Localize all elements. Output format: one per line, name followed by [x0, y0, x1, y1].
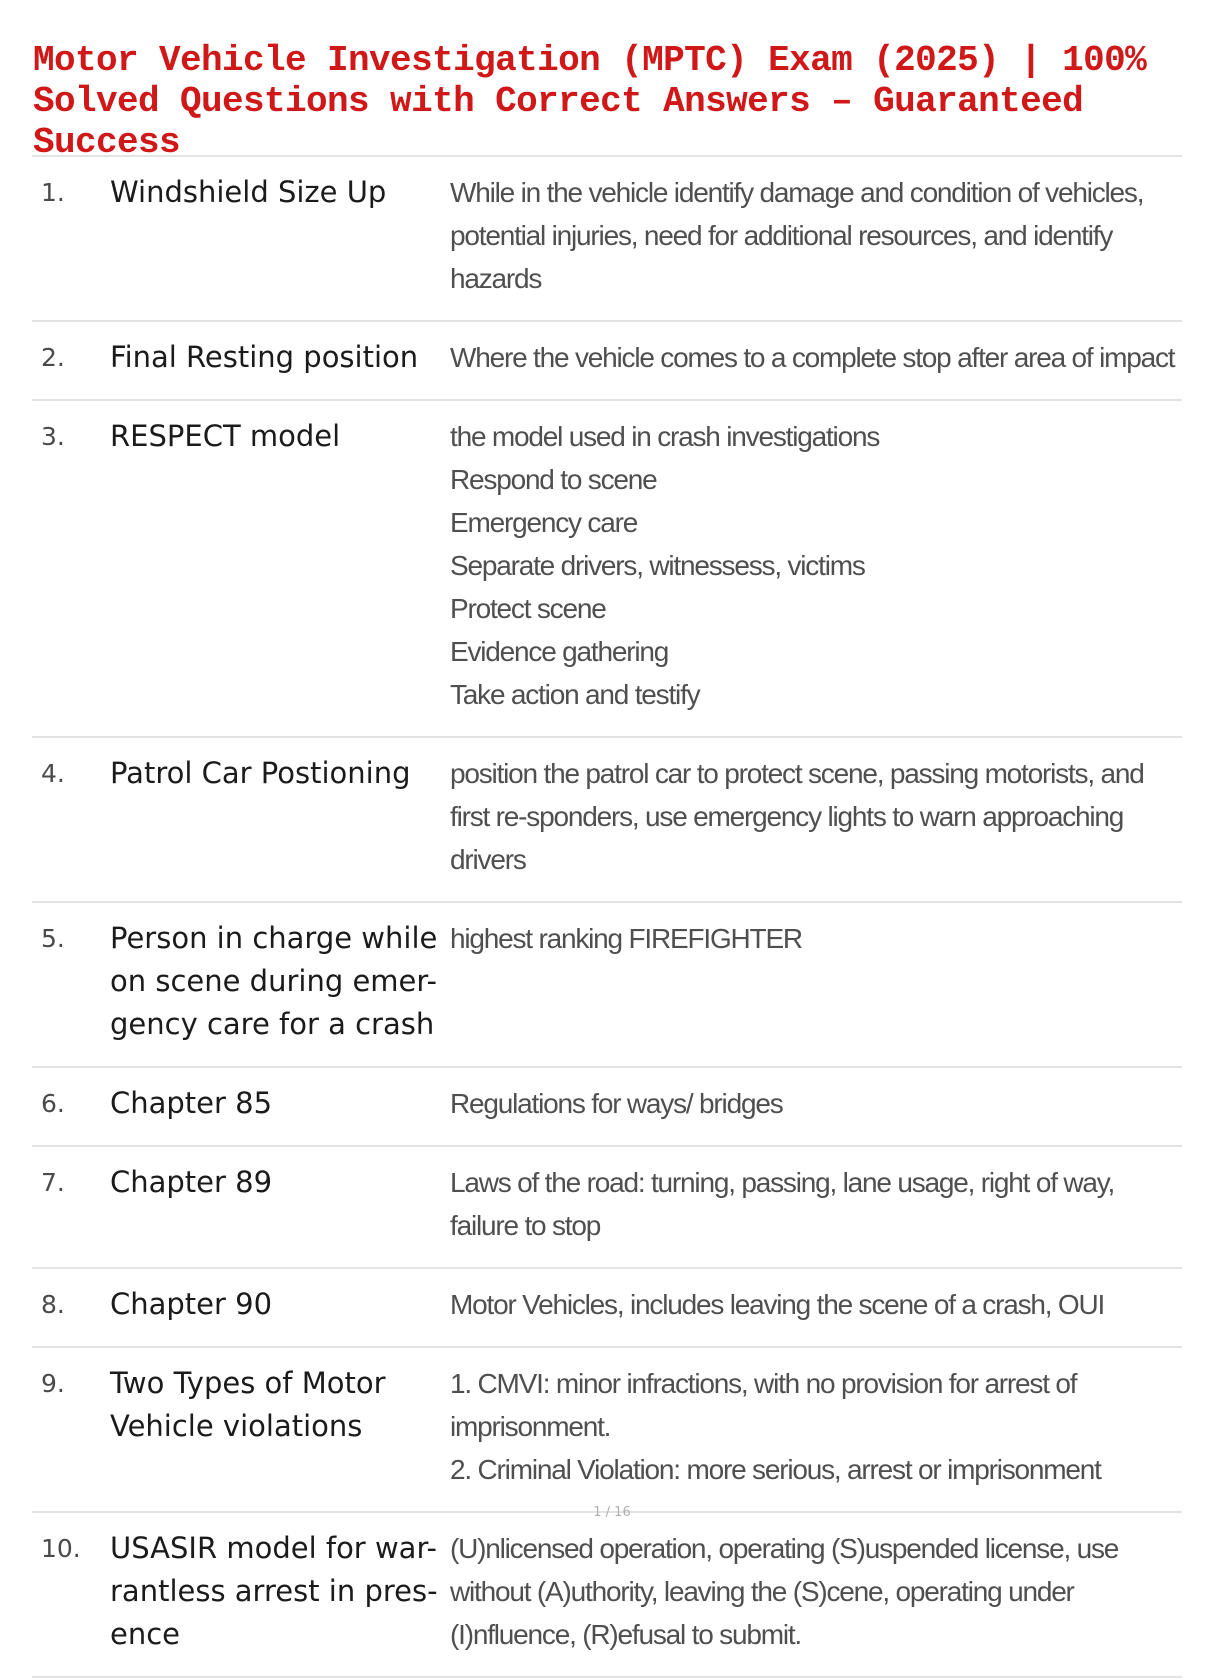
qa-row	[32, 903, 1182, 1068]
definition-line: Motor Vehicles, includes leaving the scene of a crash, OUI	[450, 1289, 1105, 1320]
question-term: Chapter 85	[110, 1086, 273, 1120]
answer-definition	[450, 336, 1182, 379]
question-number: 2.	[41, 343, 65, 372]
definition-line: Respond to scene	[450, 464, 657, 495]
question-number: 4.	[41, 759, 65, 788]
definition-line: Evidence gathering	[450, 636, 669, 667]
question-number: 8.	[41, 1290, 65, 1319]
definition-line: (U)nlicensed operation, operating (S)uspended license, use without (A)uthority, leaving the (S)cene, operating under (I)nfluence, (R)efusal to submit.	[450, 1533, 1119, 1650]
definition-line: Where the vehicle comes to a complete stop after area of impact	[450, 342, 1175, 373]
definition-line: Regulations for ways/ bridges	[450, 1088, 783, 1119]
question-term: Patrol Car Postioning	[110, 756, 411, 790]
question-term: Two Types of Motor Vehicle violations	[110, 1366, 386, 1443]
page-title: Motor Vehicle Investigation (MPTC) Exam (2025) | 100% Solved Questions with Correct Answers – Guaranteed Success	[33, 40, 1147, 163]
definition-line: Protect scene	[450, 593, 606, 624]
question-list	[32, 155, 1182, 1678]
answer-definition	[450, 1362, 1182, 1491]
qa-row	[32, 1068, 1182, 1147]
definition-line: Separate drivers, witnessess, victims	[450, 550, 865, 581]
definition-line: Laws of the road: turning, passing, lane usage, right of way, failure to stop	[450, 1167, 1115, 1241]
question-number: 1.	[41, 178, 65, 207]
answer-definition	[450, 917, 1182, 960]
question-term: Final Resting position	[110, 340, 419, 374]
answer-definition	[450, 1527, 1182, 1656]
definition-line: 1. CMVI: minor infractions, with no provision for arrest of imprisonment.	[450, 1368, 1077, 1442]
question-term: Person in charge while on scene during emer-gency care for a crash	[110, 921, 438, 1041]
definition-line: highest ranking FIREFIGHTER	[450, 923, 802, 954]
definition-line: Emergency care	[450, 507, 638, 538]
question-number: 5.	[41, 924, 65, 953]
definition-line: position the patrol car to protect scene, passing motorists, and first re-sponders, use emergency lights to warn approaching drivers	[450, 758, 1144, 875]
qa-row	[32, 1513, 1182, 1678]
answer-definition	[450, 752, 1182, 881]
definition-line: While in the vehicle identify damage and condition of vehicles, potential injuries, need for additional resources, and identify hazards	[450, 177, 1144, 294]
question-term: Chapter 89	[110, 1165, 273, 1199]
answer-definition	[450, 1161, 1182, 1247]
definition-line: 2. Criminal Violation: more serious, arrest or imprisonment	[450, 1454, 1101, 1485]
question-number: 6.	[41, 1089, 65, 1118]
answer-definition	[450, 415, 1182, 716]
question-number: 9.	[41, 1369, 65, 1398]
qa-row	[32, 738, 1182, 903]
qa-row	[32, 1348, 1182, 1513]
qa-row	[32, 1147, 1182, 1269]
answer-definition	[450, 1082, 1182, 1125]
question-term: Chapter 90	[110, 1287, 273, 1321]
definition-line: the model used in crash investigations	[450, 421, 880, 452]
qa-row	[32, 157, 1182, 322]
question-term: USASIR model for war-rantless arrest in pres-ence	[110, 1531, 438, 1651]
qa-row	[32, 322, 1182, 401]
answer-definition	[450, 1283, 1182, 1326]
question-number: 7.	[41, 1168, 65, 1197]
question-number: 3.	[41, 422, 65, 451]
question-number: 10.	[41, 1534, 81, 1563]
qa-row	[32, 401, 1182, 738]
answer-definition	[450, 171, 1182, 300]
page-indicator: 1 / 16	[593, 1505, 631, 1520]
question-term: Windshield Size Up	[110, 175, 387, 209]
question-term: RESPECT model	[110, 419, 341, 453]
qa-row	[32, 1269, 1182, 1348]
definition-line: Take action and testify	[450, 679, 700, 710]
